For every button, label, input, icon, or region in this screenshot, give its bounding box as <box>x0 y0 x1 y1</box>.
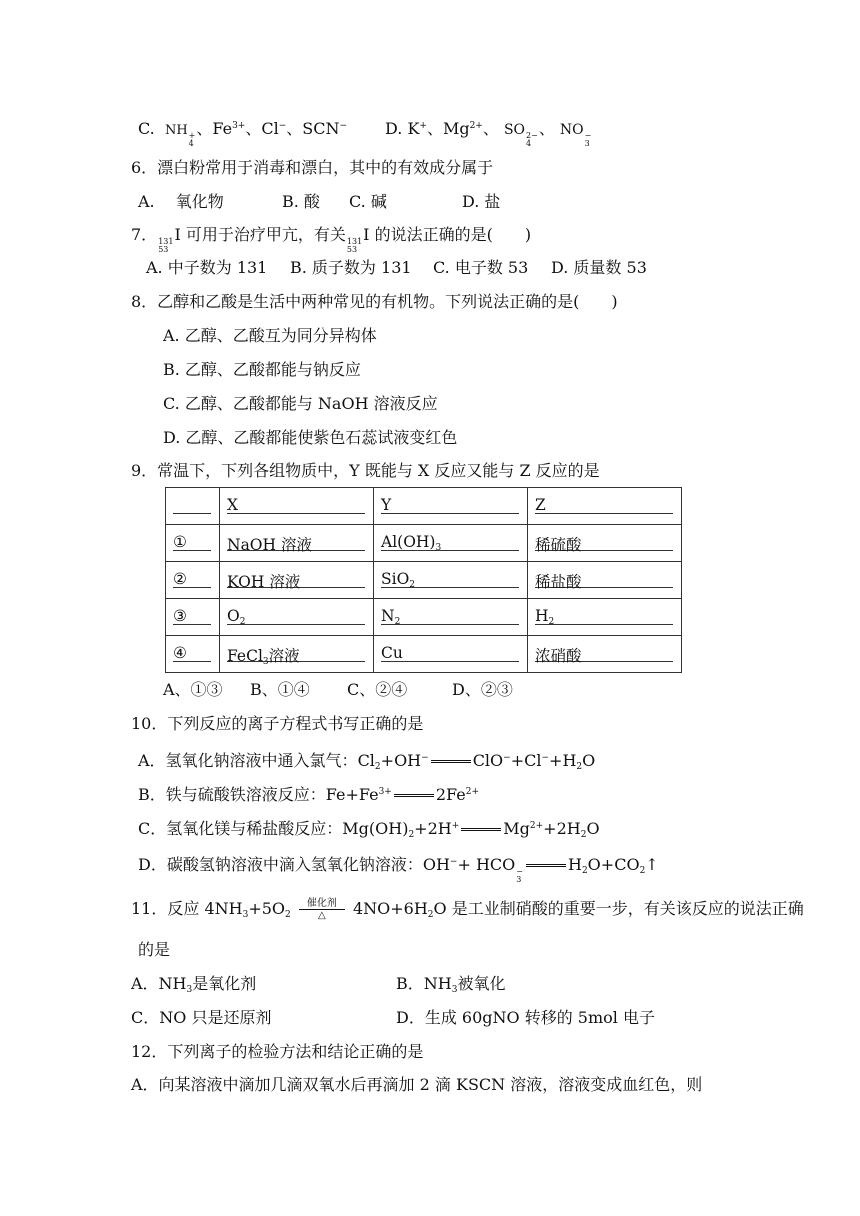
q11-option-b: B．$NH_3$被氧化 <box>396 974 506 995</box>
q8-option-c: C. 乙醇、乙酸都能与 NaOH 溶液反应 <box>163 394 438 413</box>
catalyst-arrow: 催化剂 △ <box>299 898 345 921</box>
q7-option-a: A. 中子数为 131 <box>146 258 268 277</box>
table-header-row: X Y Z <box>166 488 682 525</box>
q6-option-d: D. 盐 <box>462 192 501 211</box>
q9-table <box>165 487 682 673</box>
table-row: ① NaOH 溶液 $Al(OH)_3$ 稀硫酸 <box>166 525 682 562</box>
q6-stem: 6．漂白粉常用于消毒和漂白，其中的有效成分属于 <box>131 158 494 177</box>
q10-option-a: A．氢氧化钠溶液中通入氯气：$Cl_2+OH^-$ $ClO^-+Cl^-+H_2O$ <box>138 751 596 772</box>
q8-option-a: A. 乙醇、乙酸互为同分异构体 <box>163 326 377 345</box>
table-row: ② KOH 溶液 SiO$_2$ 稀盐酸 <box>166 562 682 599</box>
q11-option-c: C．NO 只是还原剂 <box>131 1008 272 1027</box>
q8-stem: 8．乙醇和乙酸是生活中两种常见的有机物。下列说法正确的是( ) <box>131 292 618 311</box>
q6-option-c: C. 碱 <box>349 192 387 211</box>
q9-answer-c: C、②④ <box>347 680 408 699</box>
q6-option-a: A. 氧化物 <box>138 192 224 211</box>
q9-stem: 9．常温下，下列各组物质中，Y 既能与 X 反应又能与 Z 反应的是 <box>131 461 600 480</box>
q9-answer-d: D、②③ <box>452 680 513 699</box>
q10-stem: 10．下列反应的离子方程式书写正确的是 <box>131 714 424 733</box>
q11-stem-cont: 的是 <box>138 940 171 959</box>
q8-option-d: D. 乙醇、乙酸都能使紫色石蕊试液变红色 <box>163 428 458 447</box>
q7-stem: 7． 131 53 I 可用于治疗甲亢，有关 131 53 I 的说法正确的是( ) <box>131 225 532 254</box>
q6-option-b: B. 酸 <box>282 192 320 211</box>
q12-option-a: A．向某溶液中滴加几滴双氧水后再滴加 2 滴 KSCN 溶液，溶液变成血红色，则 <box>131 1075 703 1094</box>
q5-option-d: D. K+、$Mg^{2+}$、 SO 2− 4 、 NO − 3 <box>385 119 592 148</box>
q8-option-b: B. 乙醇、乙酸都能与钠反应 <box>163 360 361 379</box>
q11-stem: 11．反应 $4NH_3+5O_2$ 催化剂 △ $4NO+6H_2O$ 是工业制硝酸的重要一步，有关该反应的说法正确 <box>131 898 804 921</box>
q7-option-d: D. 质量数 53 <box>551 258 647 277</box>
q9-answer-b: B、①④ <box>250 680 310 699</box>
q11-option-a: A．$NH_3$是氧化剂 <box>131 974 257 995</box>
q9-answer-a: A、①③ <box>163 680 223 699</box>
q10-option-d: D．碳酸氢钠溶液中滴入氢氧化钠溶液：OH−+ HCO − 3 $H_2O+CO_2↑$ <box>138 855 659 884</box>
q5-option-c: C. NH + 4 、$Fe^{3+}$、Cl−、SCN− <box>138 119 348 148</box>
table-row: ④ FeCl$_3$溶液 Cu 浓硝酸 <box>166 636 682 673</box>
q12-stem: 12．下列离子的检验方法和结论正确的是 <box>131 1042 424 1061</box>
q11-option-d: D．生成 60gNO 转移的 5mol 电子 <box>396 1008 655 1027</box>
q7-option-c: C. 电子数 53 <box>433 258 529 277</box>
q10-option-b: B．铁与硫酸铁溶液反应：$Fe+Fe^{3+}$ $2Fe^{2+}$ <box>138 785 479 804</box>
table-row: ③ $O_2$ $N_2$ $H_2$ <box>166 599 682 636</box>
q10-option-c: C．氢氧化镁与稀盐酸反应：$Mg(OH)_2+2H^+$ $Mg^{2+}+2H_2O$ <box>138 819 600 840</box>
q7-option-b: B. 质子数为 131 <box>290 258 412 277</box>
